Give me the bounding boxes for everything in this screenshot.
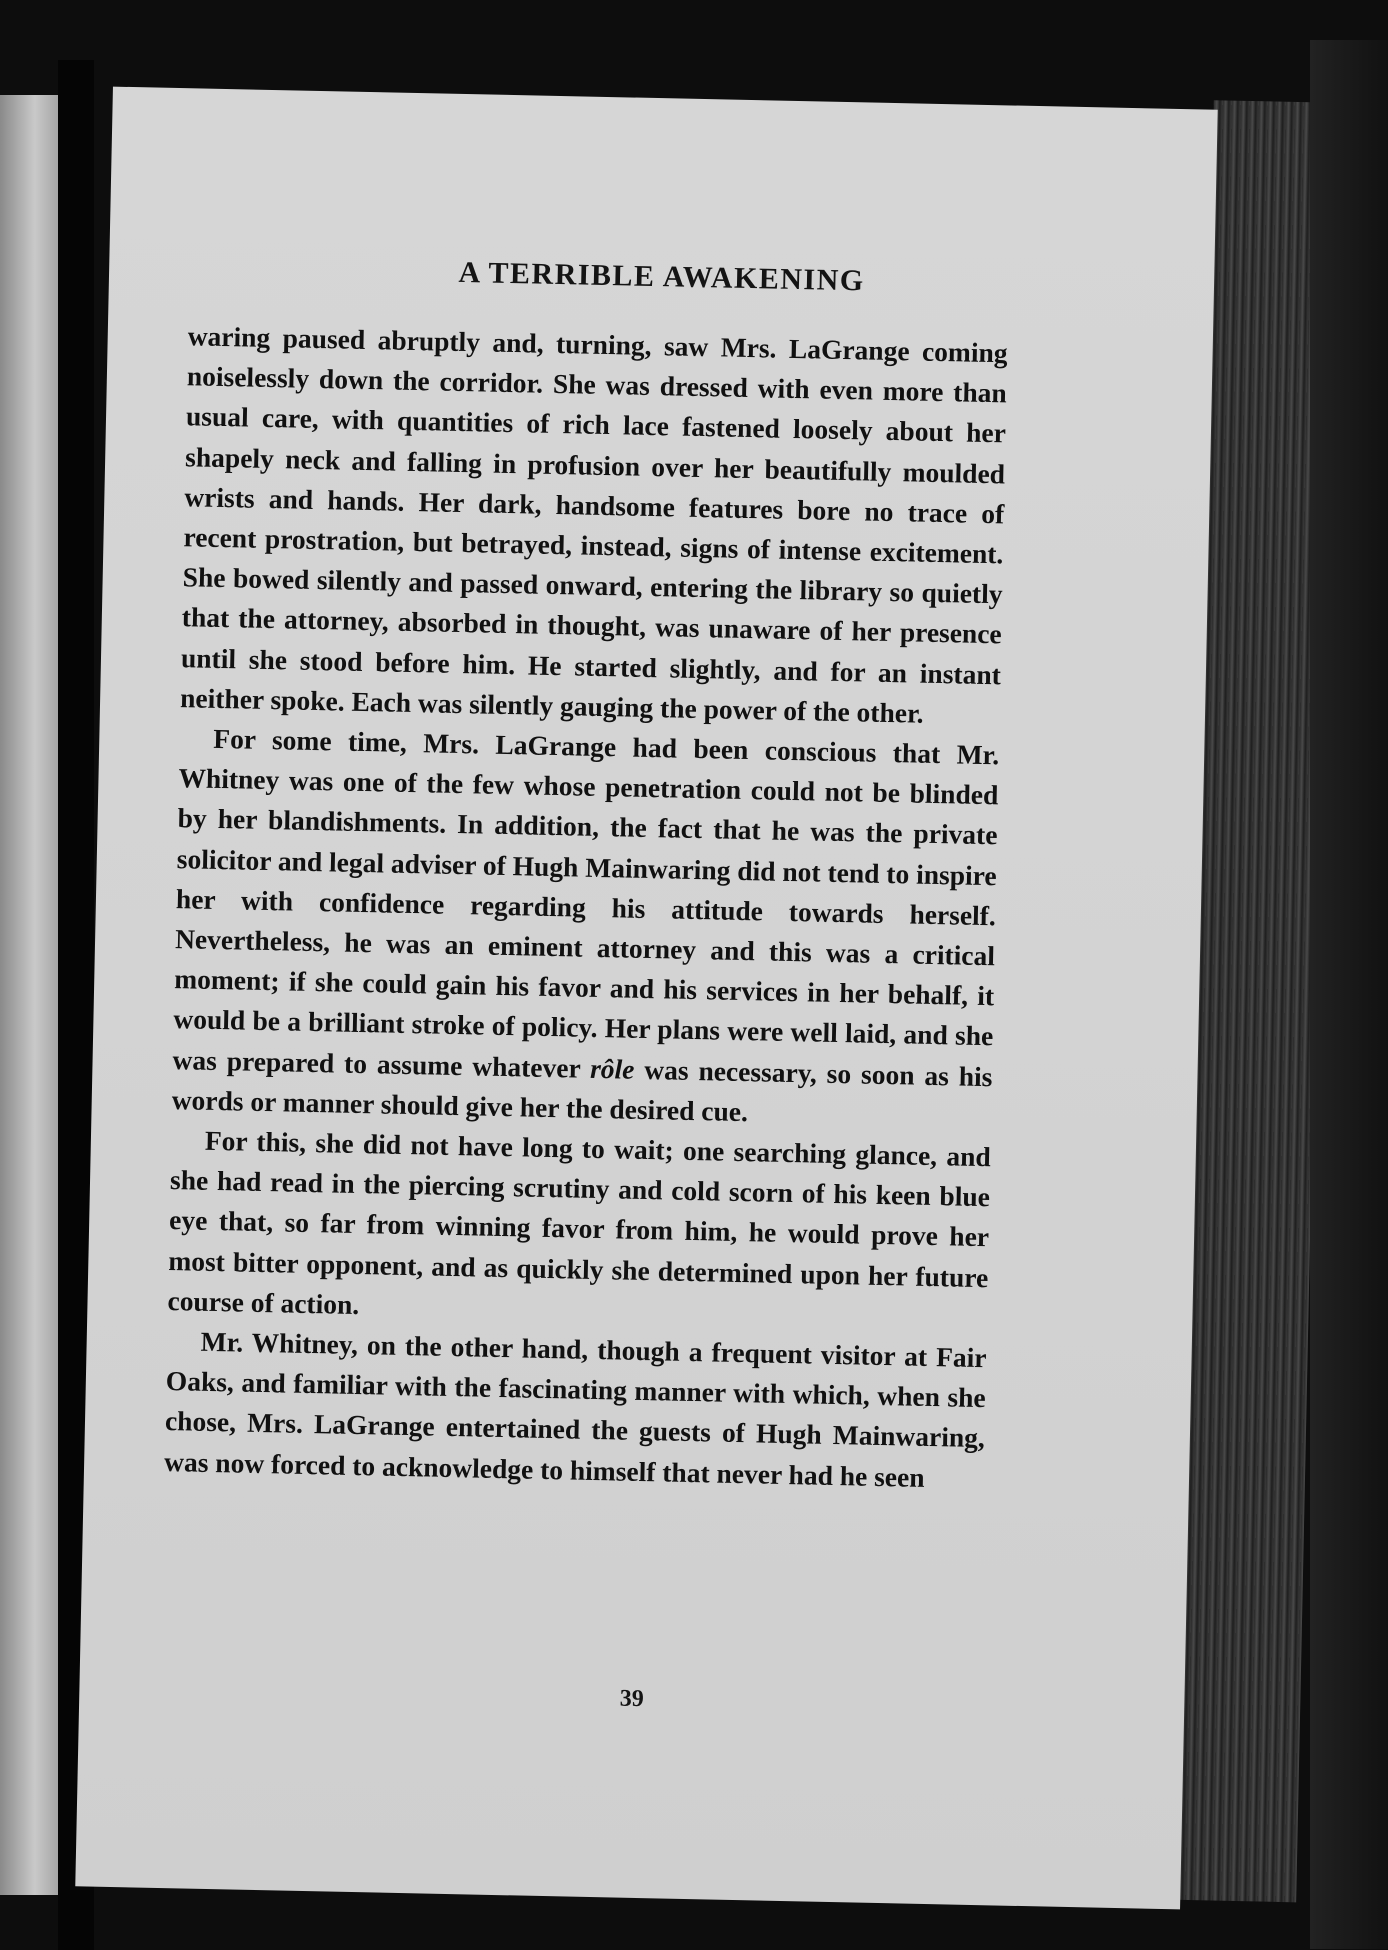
- paragraph-text: waring paused abruptly and, turning, saw Mrs. LaGrange coming noiselessly down the corridor. She was dressed with even more than usual care, with quantities of rich lace fastened loosely about her shapely neck and falling in profusion over her beautifully moulded wrists and hands. Her dark, handsome features bore no trace of recent prostration, but betrayed, instead, signs of intense excitement. She bowed silently and passed onward, entering the library so quietly that the attorney, absorbed in thought, was unaware of her presence until she stood before him. He started slightly, and for an instant neither spoke. Each was silently gauging the power of the other.: [179, 320, 1008, 729]
- book-cover-edge: [1310, 40, 1388, 1949]
- paragraph-text: For some time, Mrs. LaGrange had been conscious that Mr. Whitney was one of the few whose penetration could not be blinded by her blandishments. In addition, the fact that he was the private solicitor and legal adviser of Hugh Mainwaring did not tend to inspire her with confidence regarding his attitude towards herself. Nevertheless, he was an eminent attorney and this was a critical moment; if she could gain his favor and his services in her behalf, it would be a brilliant stroke of policy. Her plans were well laid, and she was prepared to assume whatever: [172, 722, 1000, 1084]
- italic-word: rôle: [589, 1052, 635, 1085]
- running-head: A TERRIBLE AWAKENING: [458, 255, 866, 298]
- paragraph-3: [167, 1120, 991, 1338]
- body-text: [164, 316, 1008, 1499]
- paragraph-text: For this, she did not have long to wait; one searching glance, and she had read in the piercing scrutiny and cold scorn of his keen blue eye that, so far from winning favor from him, he would prove her most bitter opponent, and as quickly she determined upon her future course of action.: [167, 1124, 992, 1320]
- paragraph-text: Mr. Whitney, on the other hand, though a frequent visitor at Fair Oaks, and familiar with the fascinating manner with which, when she chose, Mrs. LaGrange entertained the guests of Hugh Mainwaring, was now forced to acknowledge to himself that never had he seen: [163, 1325, 987, 1493]
- paragraph-1: [180, 316, 1008, 735]
- paragraph-4: [164, 1321, 987, 1499]
- paragraph-2: [171, 718, 999, 1137]
- facing-page-edge: [0, 95, 58, 1895]
- page-number: 39: [619, 1685, 645, 1713]
- book-page: [75, 87, 1217, 1910]
- paragraph-text: was necessary, so soon as his words or manner should give her the desired cue.: [171, 1053, 993, 1128]
